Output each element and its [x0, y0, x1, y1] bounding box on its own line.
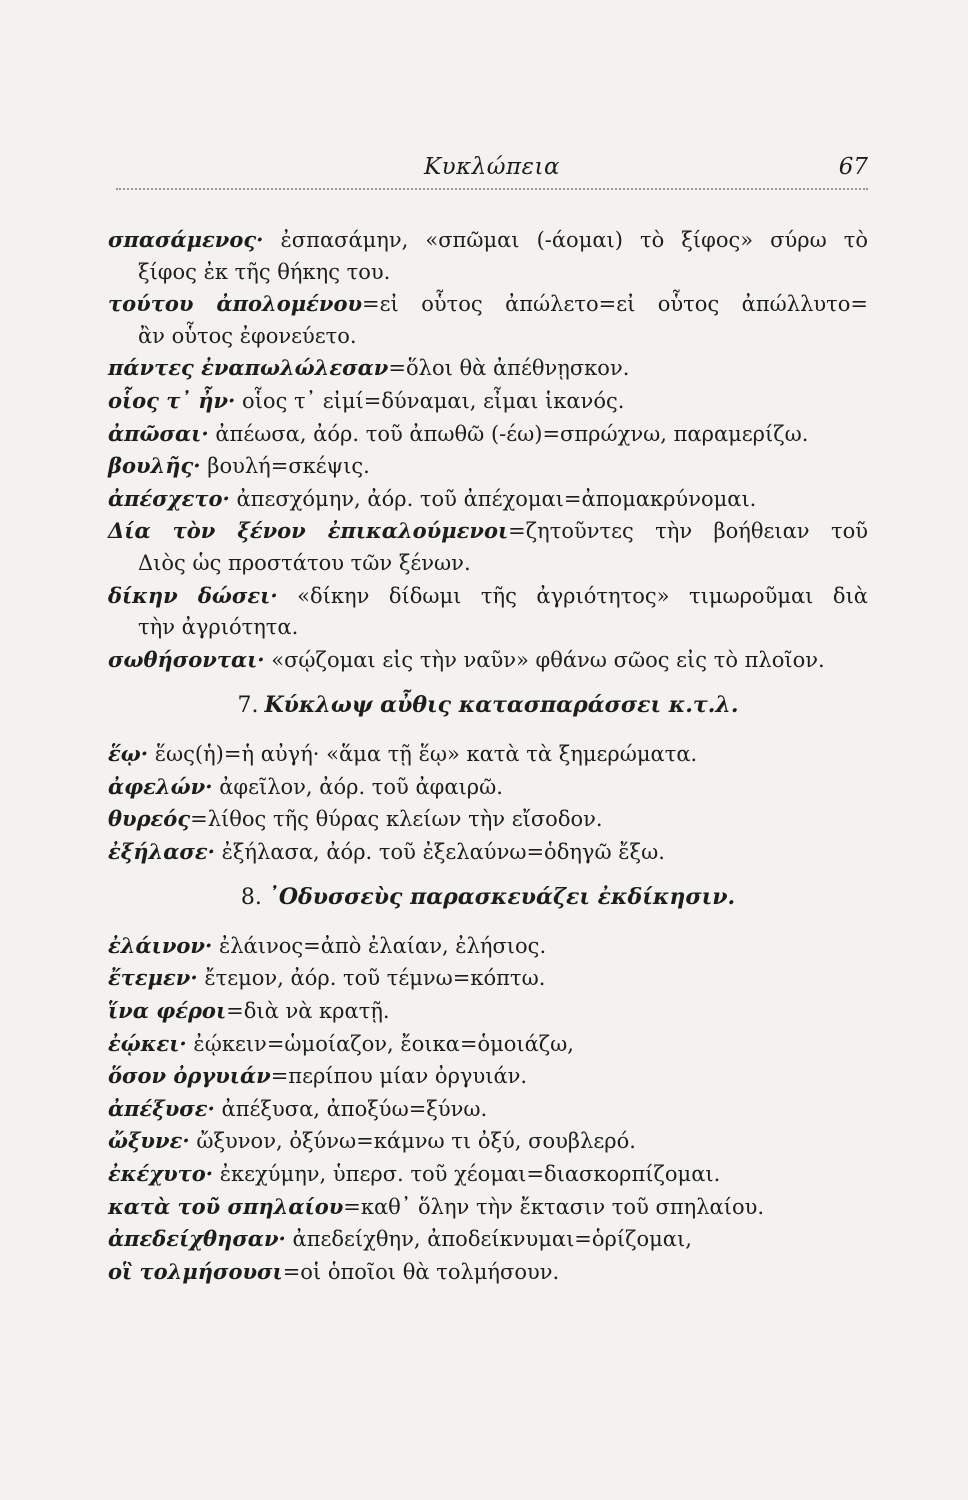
- headword: ἔτεμεν·: [108, 965, 198, 991]
- headword: ὅσον ὀργυιάν: [108, 1063, 271, 1089]
- headword: Δία τὸν ξένον ἐπικαλούμενοι: [108, 518, 509, 544]
- headword: ἐκέχυτο·: [108, 1161, 214, 1187]
- glossary-section-6: [108, 224, 868, 676]
- headword: τούτου ἀπολομένου: [108, 291, 363, 317]
- entry-line: [108, 450, 868, 483]
- entry-line: [108, 1028, 868, 1061]
- headword: δίκην δώσει·: [108, 582, 278, 608]
- entry-line: [108, 418, 868, 451]
- definition: ἐσπασάμην, «σπῶμαι (-άομαι) τὸ ξίφος» σύρω τὸ: [263, 228, 868, 252]
- entry-line: [108, 930, 868, 963]
- section-number: 8.: [240, 885, 262, 911]
- running-title: Κυκλώπεια: [423, 154, 561, 180]
- definition: ἀφεῖλον, ἀόρ. τοῦ ἀφαιρῶ.: [212, 774, 503, 799]
- entry-line: [108, 1191, 868, 1224]
- section-title: ᾽Οδυσσεὺς παρασκευάζει ἐκδίκησιν.: [267, 884, 736, 911]
- glossary-entry: [108, 1028, 868, 1061]
- headword: ἀπέσχετο·: [108, 485, 230, 511]
- headword: οἷος τ᾽ ἦν·: [108, 387, 236, 413]
- entry-line: [108, 483, 868, 516]
- entry-line: [108, 515, 868, 548]
- glossary-entry: [108, 836, 868, 869]
- definition: =περίπου μίαν ὀργυιάν.: [270, 1064, 528, 1089]
- definition: ἀπεδείχθην, ἀποδείκνυμαι=ὁρίζομαι,: [285, 1227, 692, 1252]
- section-heading-8: [108, 882, 868, 914]
- glossary-entry: [108, 1256, 868, 1289]
- glossary-entry: [108, 515, 868, 579]
- glossary-entry: [108, 450, 868, 483]
- definition: ἔτεμον, ἀόρ. τοῦ τέμνω=κόπτω.: [197, 966, 546, 991]
- section-number: 7.: [237, 693, 259, 719]
- definition: ὤξυνον, ὀξύνω=κάμνω τι ὀξύ, σουβλερό.: [189, 1129, 636, 1154]
- entry-line: [108, 352, 868, 385]
- definition: οἷος τ᾽ εἰμί=δύναμαι, εἶμαι ἱκανός.: [235, 388, 625, 413]
- headword: ἐῴκει·: [108, 1030, 187, 1056]
- definition: =λίθος τῆς θύρας κλείων τὴν εἴσοδον.: [190, 807, 603, 832]
- headword: ἀπῶσαι·: [108, 420, 209, 446]
- definition: ἐξήλασα, ἀόρ. τοῦ ἐξελαύνω=ὁδηγῶ ἔξω.: [214, 839, 665, 864]
- glossary-entry: [108, 1060, 868, 1093]
- glossary-entry: [108, 962, 868, 995]
- definition: ἐλάινος=ἀπὸ ἐλαίαν, ἐλήσιος.: [212, 933, 547, 958]
- glossary-entry: [108, 224, 868, 288]
- definition: ἀπέξυσα, ἀποξύω=ξύνω.: [214, 1096, 488, 1121]
- definition: «δίκην δίδωμι τῆς ἀγριότητος» τιμωροῦμαι διὰ: [277, 583, 868, 608]
- definition: βουλή=σκέψις.: [200, 454, 370, 479]
- glossary-entry: [108, 738, 868, 771]
- entry-line: [108, 580, 868, 613]
- headword: πάντες ἐναπωλώλεσαν: [108, 355, 389, 381]
- headword: ἵνα φέροι: [108, 998, 227, 1024]
- page-number: 67: [838, 154, 868, 180]
- glossary-entry: [108, 288, 868, 352]
- entry-line: [108, 962, 868, 995]
- definition-continuation: ἂν οὗτος ἐφονεύετο.: [138, 323, 357, 348]
- headword: ἀφελών·: [108, 773, 213, 799]
- headword: οἳ τολμήσουσι: [108, 1258, 283, 1284]
- entry-line: [108, 1093, 868, 1126]
- glossary-entry: [108, 1158, 868, 1191]
- definition: =ὅλοι θὰ ἀπέθνῃσκον.: [388, 356, 630, 381]
- definition: ἐκεχύμην, ὑπερσ. τοῦ χέομαι=διασκορπίζομαι.: [213, 1162, 721, 1187]
- definition-continuation: Διὸς ὡς προστάτου τῶν ξένων.: [138, 550, 471, 575]
- glossary-entry: [108, 1191, 868, 1224]
- entry-line: [108, 288, 868, 321]
- entry-line: [108, 1060, 868, 1093]
- definition: ἀπεσχόμην, ἀόρ. τοῦ ἀπέχομαι=ἀπομακρύνομαι.: [229, 486, 757, 511]
- glossary-section-8: [108, 930, 868, 1289]
- glossary-entry: [108, 930, 868, 963]
- glossary-entry: [108, 644, 868, 677]
- headword: ἀπεδείχθησαν·: [108, 1226, 286, 1252]
- glossary-entry: [108, 418, 868, 451]
- entry-line: [108, 1125, 868, 1158]
- header-divider: [116, 188, 868, 190]
- glossary-section-7: [108, 738, 868, 868]
- entry-line: [108, 803, 868, 836]
- definition: =ζητοῦντες τὴν βοήθειαν τοῦ: [508, 519, 868, 544]
- entry-line: [108, 771, 868, 804]
- definition: =εἰ οὗτος ἀπώλετο=εἰ οὗτος ἀπώλλυτο=: [362, 292, 868, 317]
- glossary-entry: [108, 771, 868, 804]
- definition-continuation: ξίφος ἐκ τῆς θήκης του.: [138, 259, 391, 284]
- glossary-entry: [108, 803, 868, 836]
- glossary-entry: [108, 580, 868, 644]
- glossary-body: [108, 224, 868, 1288]
- definition: =καθ᾽ ὅλην τὴν ἔκτασιν τοῦ σπηλαίου.: [343, 1194, 765, 1219]
- glossary-entry: [108, 1125, 868, 1158]
- definition: =διὰ νὰ κρατῇ.: [226, 999, 390, 1024]
- entry-line: [108, 1256, 868, 1289]
- glossary-entry: [108, 352, 868, 385]
- headword: ἐλάινον·: [108, 932, 213, 958]
- glossary-entry: [108, 995, 868, 1028]
- entry-line: [108, 738, 868, 771]
- headword: βουλῆς·: [108, 453, 201, 479]
- headword: ἕῳ·: [108, 740, 149, 766]
- entry-line: [108, 836, 868, 869]
- definition: =οἱ ὁποῖοι θὰ τολμήσουν.: [282, 1259, 560, 1284]
- page-header: [116, 154, 868, 190]
- definition-continuation: τὴν ἀγριότητα.: [138, 615, 299, 640]
- section-title: Κύκλωψ αὖθις κατασπαράσσει κ.τ.λ.: [264, 692, 739, 719]
- entry-line: [108, 995, 868, 1028]
- definition: ἕως(ἡ)=ἡ αὐγή· «ἅμα τῇ ἕῳ» κατὰ τὰ ξημερώματα.: [148, 741, 698, 766]
- headword: ἐξήλασε·: [108, 838, 215, 864]
- glossary-entry: [108, 1093, 868, 1126]
- entry-line: [108, 1158, 868, 1191]
- glossary-entry: [108, 385, 868, 418]
- section-heading-7: [108, 690, 868, 722]
- definition: ἀπέωσα, ἀόρ. τοῦ ἀπωθῶ (-έω)=σπρώχνω, παραμερίζω.: [208, 421, 809, 446]
- headword: θυρεός: [108, 806, 191, 832]
- definition: «σῴζομαι εἰς τὴν ναῦν» φθάνω σῶος εἰς τὸ πλοῖον.: [264, 647, 825, 672]
- headword: κατὰ τοῦ σπηλαίου: [108, 1193, 344, 1219]
- headword: σωθήσονται·: [108, 646, 265, 672]
- entry-line: [108, 224, 868, 257]
- headword: ὤξυνε·: [108, 1128, 190, 1154]
- headword: ἀπέξυσε·: [108, 1095, 215, 1121]
- headword: σπασάμενος·: [108, 227, 264, 252]
- glossary-entry: [108, 1223, 868, 1256]
- glossary-entry: [108, 483, 868, 516]
- definition: ἐῴκειν=ὡμοίαζον, ἔοικα=ὁμοιάζω,: [186, 1031, 574, 1056]
- entry-line: [108, 644, 868, 677]
- entry-line: [108, 1223, 868, 1256]
- entry-line: [108, 385, 868, 418]
